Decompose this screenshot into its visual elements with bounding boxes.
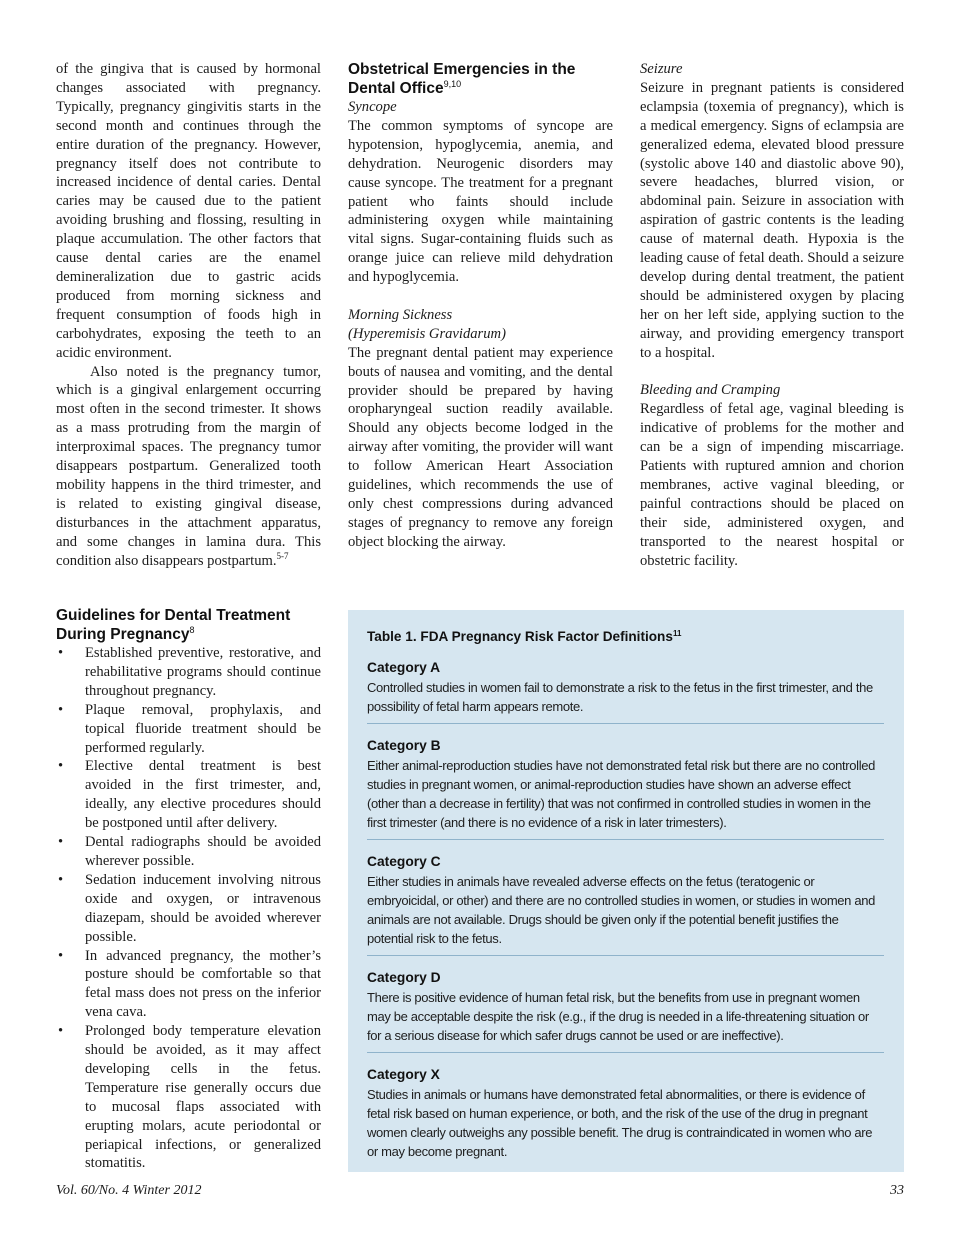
seizure-subheading: Seizure xyxy=(640,61,683,77)
category-definition: Either animal-reproduction studies have not demonstrated fetal risk but there are no controlled studies in pregnant women, or animal-reproduction studies have shown an adverse effect (other than a decrease in fertility) that was not confirmed in controlled studies in women in the first trimester (and there is no evidence of a risk in later trimesters). xyxy=(367,758,875,830)
syncope-paragraph: The common symptoms of syncope are hypotension, hypoglycemia, anemia, and dehydration. Neurogenic disorders may cause syncope. The treatment for a pregnant patient who faints should include administering oxygen while maintaining vital signs. Sugar-containing fluids such as orange juice can relieve mild dehydration and hypoglycemia. xyxy=(348,117,613,286)
category-definition: Controlled studies in women fail to demonstrate a risk to the fetus in the first trimester, and the possibility of fetal harm appears remote. xyxy=(367,680,873,714)
reference-superscript: 8 xyxy=(189,625,195,635)
table-title-text: Table 1. FDA Pregnancy Risk Factor Definitions xyxy=(367,629,673,644)
list-item: • Prolonged body temperature elevation should be avoided, as it may affect developing cells in the fetus. Temperature rise generally occurs due to mucosal flaps associated with erupting molars, acute periodontal or periapical infections, or generalized stomatitis. xyxy=(56,1022,321,1173)
emergencies-heading xyxy=(348,60,613,98)
guidelines-section xyxy=(56,606,321,1173)
table-row xyxy=(367,853,884,956)
category-name: Category C xyxy=(367,854,441,869)
category-name: Category X xyxy=(367,1067,440,1082)
guidelines-heading xyxy=(56,606,321,644)
category-name: Category B xyxy=(367,738,441,753)
guidelines-heading-text: Guidelines for Dental Treatment During Pregnancy xyxy=(56,607,291,643)
table-title xyxy=(367,628,884,646)
seizure-paragraph: Seizure in pregnant patients is considered eclampsia (toxemia of pregnancy), which is a medical emergency. Signs of eclampsia are generalized edema, elevated blood pressure (systolic above 140 and diastolic above 90), severe headaches, blurred vision, or abdominal pain. Seizure in association with aspiration of gastric contents is the leading cause of maternal death. Hypoxia is the leading cause of fetal death. Should a seizure develop during dental treatment, the patient should be administered oxygen by placing her on her left side, applying suction to the airway, and providing emergency transport to a hospital. xyxy=(640,79,904,361)
table-row xyxy=(367,659,884,724)
list-item: • In advanced pregnancy, the mother’s posture should be comfortable so that fetal mass does not press on the inferior vena cava. xyxy=(56,947,321,1023)
list-item: • Elective dental treatment is best avoided in the first trimester, and, ideally, any elective procedures should be postponed until after delivery. xyxy=(56,757,321,833)
list-item: • Plaque removal, prophylaxis, and topical fluoride treatment should be performed regularly. xyxy=(56,701,321,758)
reference-superscript: 11 xyxy=(672,629,682,638)
morning-sickness-subheading: Morning Sickness xyxy=(348,306,453,323)
bleeding-paragraph: Regardless of fetal age, vaginal bleeding is indicative of problems for the mother and can be a sign of impending miscarriage. Patients with ruptured amnion and chorion membranes, active vaginal bleeding, or painful contractions should be placed on their side, administered oxygen, and transported to the nearest hospital or obstetric facility. xyxy=(640,401,904,569)
morning-sickness-paragraph: The pregnant dental patient may experience bouts of nausea and vomiting, and the dental provider should be prepared by having oropharyngeal suction readily available. Should any objects become lodged in the airway after vomiting, the provider will want to follow American Heart Association guidelines, which recommends the use of only chest compressions during advanced stages of pregnancy to remove any foreign object blocking the airway. xyxy=(348,344,613,550)
journal-footer: Vol. 60/No. 4 Winter 2012 xyxy=(56,1183,202,1198)
paragraph-pregnancy-tumor-text: Also noted is the pregnancy tumor, which is a gingival enlargement occurring most often in the second trimester. It shows as a mass protruding from the margin of interproximal spaces. The pregnancy tumor disappears postpartum. Generalized tooth mobility happens in the third trimester, and is related to existing gingival disease, disturbances in the attachment apparatus, and some changes in lamina dura. This condition also disappears postpartum. xyxy=(56,363,321,569)
reference-superscript: 9,10 xyxy=(443,79,462,89)
bleeding-subheading: Bleeding and Cramping xyxy=(640,382,781,399)
paragraph-pregnancy-tumor xyxy=(56,363,321,571)
category-name: Category D xyxy=(367,970,441,985)
table-row xyxy=(367,969,884,1053)
column-middle xyxy=(348,60,613,552)
category-definition: Studies in animals or humans have demonstrated fetal abnormalities, or there is evidence of fetal risk based on human experience, or both, and the risk of the use of the drug in pregnant women clearly outweighs any possible benefit. The drug is contraindicated in women who are or may become pregnant. xyxy=(367,1087,873,1159)
reference-superscript: 5-7 xyxy=(276,550,289,561)
category-definition: Either studies in animals have revealed adverse effects on the fetus (teratogenic or embryoicidal, or other) and there are no controlled studies in women, or studies in women and animals are not available. Drugs should be given only if the potential benefit justifies the potential risk to the fetus. xyxy=(367,874,875,946)
guidelines-list xyxy=(56,644,321,1173)
table-row xyxy=(367,737,884,840)
page-number: 33 xyxy=(890,1183,904,1198)
paragraph-gingiva: of the gingiva that is caused by hormonal changes associated with pregnancy. Typically, pregnancy gingivitis starts in the second month and continues through the entire duration of the pregnancy. However, pregnancy itself does not contribute to increased incidence of dental caries. Dental caries may be caused due to the patient avoiding brushing and flossing, resulting in plaque accumulation. The other factors that cause dental caries are the enamel demineralization due to gastric acids produced from morning sickness and frequent consumption of foods high in carbohydrates, exposing the teeth to an acidic environment. xyxy=(56,61,321,361)
category-name: Category A xyxy=(367,660,441,675)
list-item: • Dental radiographs should be avoided wherever possible. xyxy=(56,833,321,871)
syncope-subheading: Syncope xyxy=(348,99,397,115)
morning-sickness-subtitle: (Hyperemisis Gravidarum) xyxy=(348,325,506,342)
emergencies-heading-text: Obstetrical Emergencies in the Dental Office xyxy=(348,61,576,97)
fda-risk-table xyxy=(348,610,904,1172)
category-definition: There is positive evidence of human fetal risk, but the benefits from use in pregnant women may be acceptable despite the risk (e.g., if the drug is needed in a life-threatening situation or for a serious disease for which safer drugs cannot be used or are ineffective). xyxy=(367,990,869,1043)
table-row xyxy=(367,1066,884,1168)
list-item: • Sedation inducement involving nitrous oxide and oxygen, or intravenous diazepam, should be avoided wherever possible. xyxy=(56,871,321,947)
list-item: • Established preventive, restorative, and rehabilitative programs should continue throughout pregnancy. xyxy=(56,644,321,701)
column-right xyxy=(640,60,904,570)
column-left xyxy=(56,60,321,570)
